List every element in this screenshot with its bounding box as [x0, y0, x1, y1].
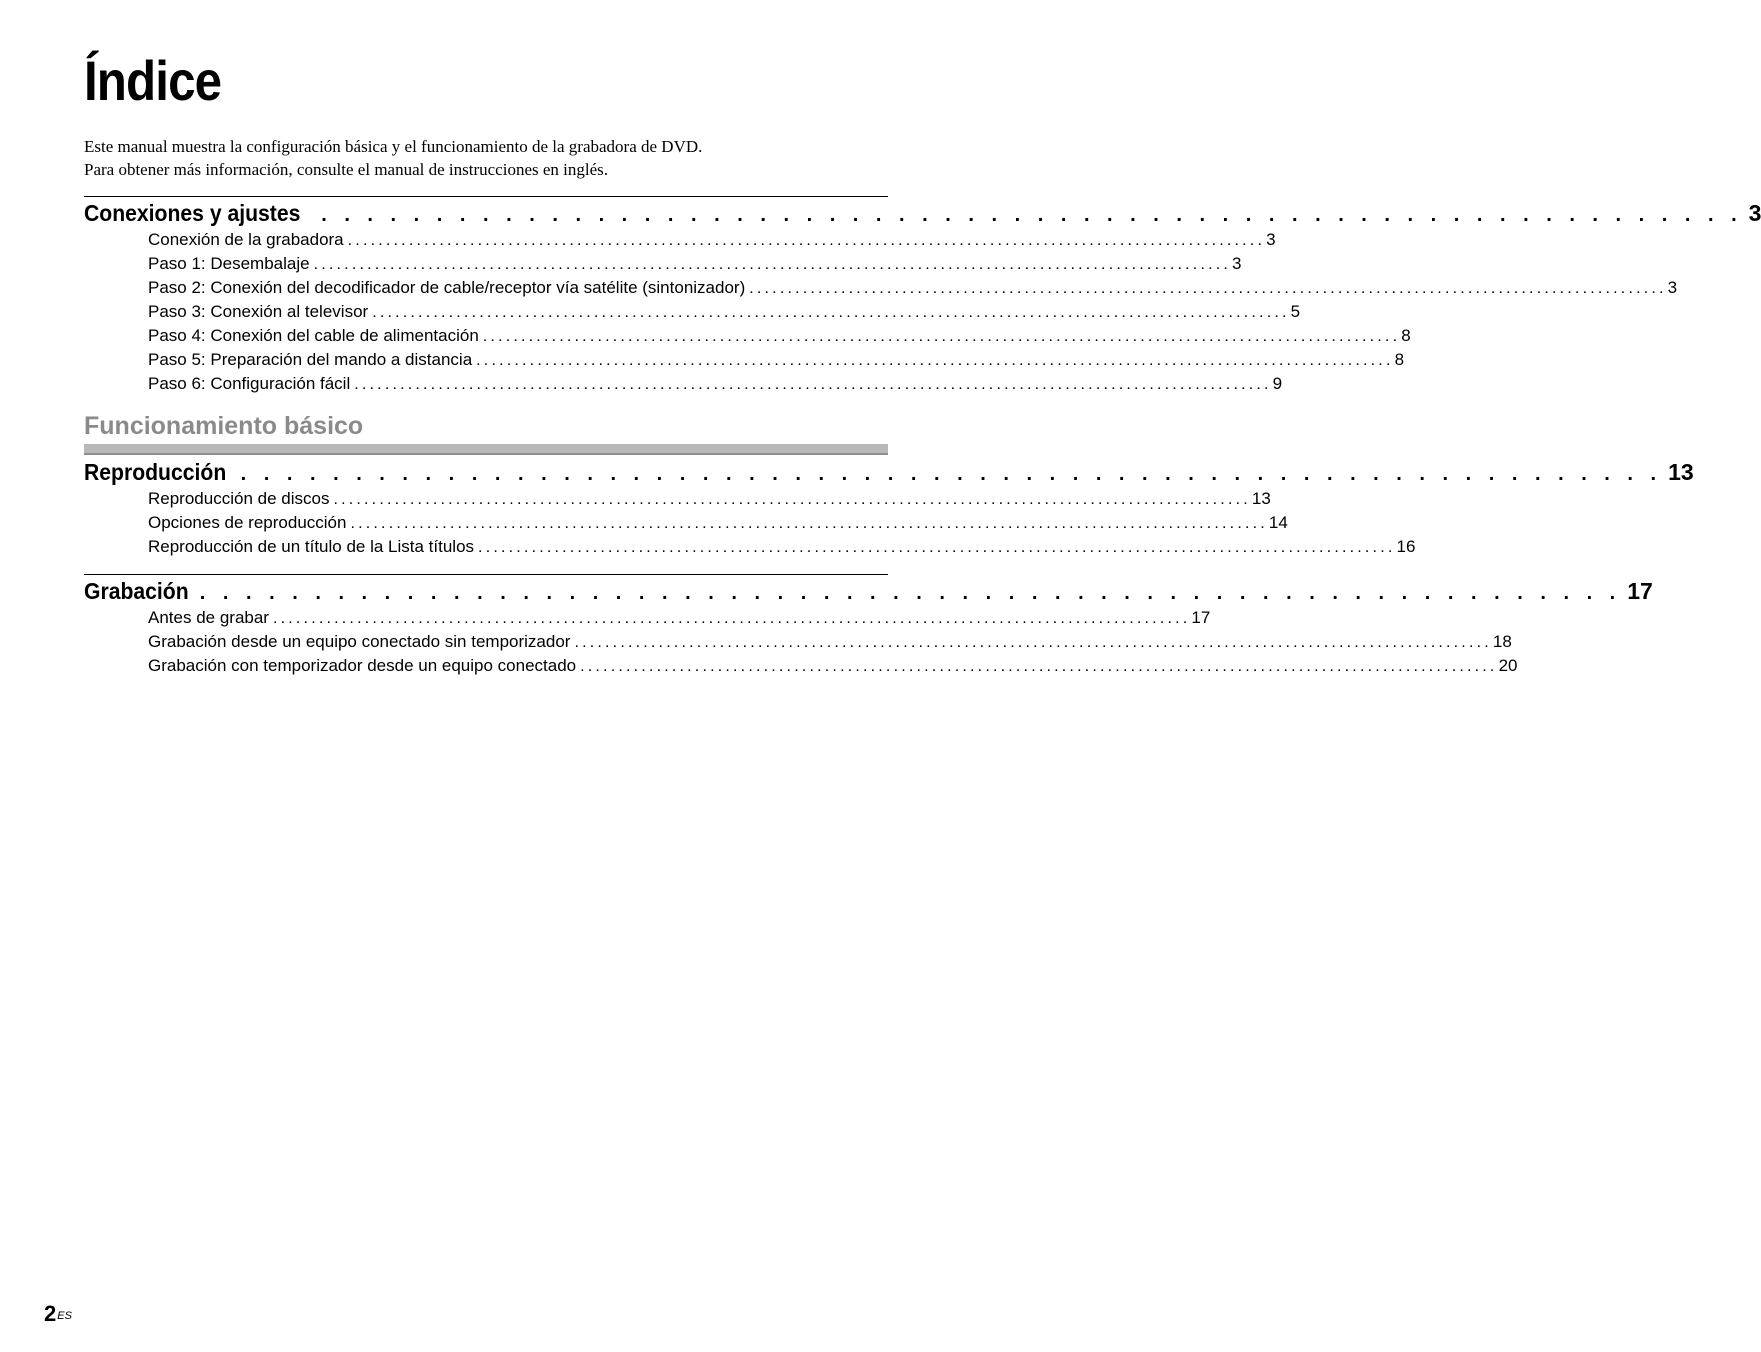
toc-entry[interactable] [148, 630, 1512, 654]
toc-main-page: 17 [1627, 578, 1653, 604]
toc-entry-label: Paso 5: Preparación del mando a distancia [148, 350, 473, 369]
leader-dots: . . . . . . . . . . . . . . . . . . . . . . . . . . . . . . . . . . . . . . . . . . . . . . . . . . . . . . . . . . . . . . [321, 204, 1743, 226]
toc-entry-label: Grabación desde un equipo conectado sin temporizador [148, 632, 571, 651]
toc-main-page: 13 [1668, 459, 1694, 485]
toc-entry[interactable] [148, 654, 1518, 678]
toc-entry-page: 18 [1492, 632, 1512, 651]
toc-entry-label: Conexión de la grabadora [148, 230, 344, 249]
toc-main-label: Reproducción [84, 459, 227, 485]
leader-dots: ........................................................................................................................ [350, 515, 1268, 532]
toc-entry-page: 16 [1396, 537, 1416, 556]
leader-dots: ........................................................................................................................ [372, 304, 1290, 321]
leader-dots: ........................................................................................................................ [482, 328, 1401, 345]
toc-entry-label: Paso 6: Configuración fácil [148, 374, 351, 393]
intro-line-2: Para obtener más información, consulte el manual de instrucciones en inglés. [84, 160, 609, 179]
footer-language-code: ES [57, 1310, 72, 1322]
toc-entry[interactable] [148, 535, 1416, 559]
toc-entry-page: 20 [1498, 656, 1518, 675]
toc-entry[interactable] [148, 606, 1211, 630]
toc-entry-label: Grabación con temporizador desde un equipo conectado [148, 656, 577, 675]
leader-dots: . . . . . . . . . . . . . . . . . . . . . . . . . . . . . . . . . . . . . . . . . . . . . . . . . . . . . . . . . . . . . . [240, 463, 1663, 485]
part-heading: Funcionamiento básico [84, 412, 364, 440]
toc-entry-page: 17 [1191, 608, 1211, 627]
toc-entry-label: Paso 1: Desembalaje [148, 254, 310, 273]
part-heading-bar [84, 444, 888, 455]
toc-entry-label: Antes de grabar [148, 608, 269, 627]
toc-entry-page: 3 [1667, 278, 1678, 297]
toc-entry[interactable] [148, 511, 1288, 535]
toc-entry-label: Paso 2: Conexión del decodificador de cable/receptor vía satélite (sintonizador) [148, 278, 746, 297]
toc-entry-page: 9 [1272, 374, 1283, 393]
intro-text [84, 135, 888, 181]
leader-dots: ........................................................................................................................ [333, 491, 1251, 508]
toc-entry-label: Reproducción de discos [148, 489, 330, 508]
toc-entry-page: 13 [1251, 489, 1271, 508]
toc-entry[interactable] [148, 300, 1301, 324]
toc-entry-label: Paso 4: Conexión del cable de alimentación [148, 326, 479, 345]
leader-dots: ........................................................................................................................ [476, 352, 1394, 369]
toc-entry-label: Opciones de reproducción [148, 513, 347, 532]
toc-entry-page: 14 [1268, 513, 1288, 532]
toc-entry[interactable] [148, 487, 1271, 511]
leader-dots: ........................................................................................................................ [749, 280, 1667, 297]
toc-main-label: Grabación [84, 578, 189, 604]
toc-entry[interactable] [148, 372, 1283, 396]
footer-page-number: 2 [44, 1301, 57, 1326]
toc-entry-page: 3 [1266, 230, 1276, 249]
leader-dots: ........................................................................................................................ [313, 256, 1232, 273]
toc-entry[interactable] [148, 252, 1242, 276]
toc-entry[interactable] [148, 348, 1405, 372]
leader-dots: ........................................................................................................................ [347, 232, 1266, 249]
toc-entry-main[interactable] [84, 198, 1761, 228]
toc-main-label: Conexiones y ajustes [84, 200, 301, 226]
toc-entry[interactable] [148, 324, 1411, 348]
toc-section-conexiones [84, 196, 1761, 396]
leader-dots: ........................................................................................................................ [354, 376, 1272, 393]
toc-entry-main[interactable] [84, 576, 1653, 606]
toc-entry-page: 8 [1401, 326, 1411, 345]
toc-entry-page: 3 [1232, 254, 1242, 273]
leader-dots: ........................................................................................................................ [478, 539, 1396, 556]
leader-dots: ........................................................................................................................ [272, 610, 1191, 627]
page-title: Índice [84, 49, 222, 112]
toc-entry-page: 5 [1290, 302, 1301, 321]
toc-entry-label: Reproducción de un título de la Lista títulos [148, 537, 475, 556]
intro-line-1: Este manual muestra la configuración básica y el funcionamiento de la grabadora de DVD. [84, 137, 703, 156]
section-divider [84, 574, 888, 575]
toc-section-reproduccion [84, 456, 1694, 559]
section-divider [84, 196, 888, 197]
toc-entry-main[interactable] [84, 457, 1694, 487]
toc-entry[interactable] [148, 276, 1678, 300]
toc-section-grabacion [84, 574, 1653, 678]
toc-entry-label: Paso 3: Conexión al televisor [148, 302, 369, 321]
page-footer [44, 1300, 72, 1328]
toc-main-page: 3 [1748, 200, 1761, 226]
leader-dots: ........................................................................................................................ [574, 634, 1492, 651]
toc-entry[interactable] [148, 228, 1276, 252]
toc-entry-page: 8 [1394, 350, 1405, 369]
leader-dots: ........................................................................................................................ [580, 658, 1498, 675]
leader-dots: . . . . . . . . . . . . . . . . . . . . . . . . . . . . . . . . . . . . . . . . . . . . . . . . . . . . . . . . . . . . . . [199, 582, 1622, 604]
